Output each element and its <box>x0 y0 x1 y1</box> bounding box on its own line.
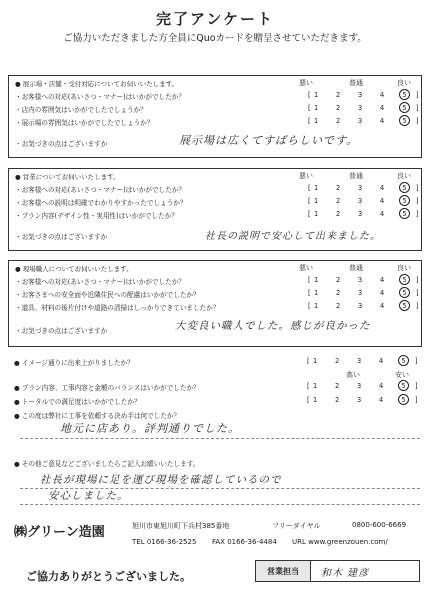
scale-label-good: 良い <box>397 172 411 180</box>
question-text: ● トータルでの満足度はいかがでしたか？ <box>14 398 141 406</box>
scale-label-normal: 普通 <box>349 79 363 87</box>
question-row <box>15 184 419 196</box>
bracket-close: ] <box>416 104 419 112</box>
rating-option[interactable]: 3 <box>358 104 363 112</box>
freedial-label: フリーダイヤル <box>272 522 321 530</box>
question-row <box>15 210 419 222</box>
comment-label: ・お気づきの点はございますか <box>15 140 108 148</box>
bracket-close: ] <box>415 357 418 365</box>
bracket-close: ] <box>415 382 418 390</box>
bracket-open: [ <box>308 117 311 125</box>
comment-label: ・お気づきの点はございますか <box>15 327 108 335</box>
comment-label: ・お気づきの点はございますか <box>15 233 108 241</box>
rating-option[interactable]: 2 <box>336 184 341 192</box>
question-row <box>14 382 424 394</box>
rating-option[interactable]: 5 <box>399 195 410 206</box>
rating-option[interactable]: 4 <box>380 210 385 218</box>
section-heading: ● 営業についてお伺いいたします。 <box>15 173 120 181</box>
rating-option[interactable]: 4 <box>379 382 384 390</box>
scale-label-high: 高い <box>346 371 360 379</box>
section-craftsmen <box>8 260 422 347</box>
bracket-open: [ <box>308 197 311 205</box>
scale-label-normal: 普通 <box>349 264 363 272</box>
rating-option[interactable]: 4 <box>379 357 384 365</box>
section-sales <box>8 168 422 251</box>
rating-option[interactable]: 5 <box>398 380 409 391</box>
page-title: 完了アンケート <box>155 10 275 28</box>
section-showroom <box>8 75 422 158</box>
rating-option[interactable]: 1 <box>314 91 319 99</box>
question-text: ● その他ご意見などございましたらご記入お願いいたします。 <box>14 460 200 468</box>
staff-label: 営業担当 <box>256 561 311 581</box>
question-text: ・展示場の雰囲気はいかがでしたでしょうか？ <box>15 119 154 127</box>
rating-option[interactable]: 5 <box>399 102 410 113</box>
scale-label-bad: 悪い <box>299 264 313 272</box>
scale-label-normal: 普通 <box>349 172 363 180</box>
rating-option[interactable]: 2 <box>336 117 341 125</box>
scale-label-bad: 悪い <box>299 79 313 87</box>
rating-option[interactable]: 1 <box>313 396 318 404</box>
bracket-close: ] <box>416 184 419 192</box>
rating-option[interactable]: 5 <box>398 394 409 405</box>
rating-option[interactable]: 1 <box>314 302 319 310</box>
scale-label-bad: 悪い <box>299 172 313 180</box>
company-logo: ㈱グリーン造園 <box>14 525 105 540</box>
bracket-open: [ <box>308 302 311 310</box>
rating-option[interactable]: 2 <box>335 382 340 390</box>
rating-option[interactable]: 5 <box>398 355 409 366</box>
rating-option[interactable]: 1 <box>314 197 319 205</box>
rating-option[interactable]: 5 <box>399 182 410 193</box>
company-tel: TEL 0166-36-2525 <box>132 538 197 546</box>
rating-option[interactable]: 2 <box>336 104 341 112</box>
rating-option[interactable]: 5 <box>399 89 410 100</box>
bracket-close: ] <box>416 276 419 284</box>
bracket-close: ] <box>416 210 419 218</box>
rating-option[interactable]: 3 <box>358 197 363 205</box>
rating-option[interactable]: 4 <box>380 117 385 125</box>
rating-option[interactable]: 1 <box>314 289 319 297</box>
comment-handwritten[interactable]: 社長の説明で安心して出来ました。 <box>205 231 381 242</box>
bracket-open: [ <box>308 276 311 284</box>
rating-option[interactable]: 3 <box>358 276 363 284</box>
question-text: ・お客様への対応(あいさつ・マナー)はいかがでしたか？ <box>15 93 185 101</box>
question-text: ・お客さまへの安全面や近隣住民への配慮はいかがでしたか？ <box>15 291 200 299</box>
question-row <box>15 117 419 129</box>
question-text: ・道具、材料の後片付けや道路の清掃はしっかりできていましたか？ <box>15 304 220 312</box>
rating-option[interactable]: 5 <box>399 115 410 126</box>
rating-option[interactable]: 5 <box>399 300 410 311</box>
bracket-open: [ <box>308 289 311 297</box>
rating-option[interactable]: 3 <box>358 289 363 297</box>
scale-label-good: 良い <box>397 79 411 87</box>
answer-line <box>20 504 420 505</box>
question-row <box>14 396 424 408</box>
thanks-message: ご協力ありがとうございました。 <box>26 570 191 583</box>
rating-option[interactable]: 3 <box>358 117 363 125</box>
rating-option[interactable]: 2 <box>336 276 341 284</box>
bracket-open: [ <box>308 210 311 218</box>
question-text: ・お客様への説明は明確でわかりやすかったでしょうか？ <box>15 199 187 207</box>
rating-option[interactable]: 2 <box>336 210 341 218</box>
rating-option[interactable]: 5 <box>399 274 410 285</box>
rating-option[interactable]: 1 <box>314 210 319 218</box>
comment-handwritten[interactable]: 展示場は広くてすばらしいです。 <box>179 134 359 147</box>
rating-option[interactable]: 3 <box>358 302 363 310</box>
rating-option[interactable]: 2 <box>336 289 341 297</box>
decision-answer-handwritten[interactable]: 地元に店あり。評判通りでした。 <box>60 422 240 435</box>
bracket-close: ] <box>415 396 418 404</box>
question-text: ● この度は弊社に工事を依頼する決め手は何でしたか？ <box>14 412 181 420</box>
rating-option[interactable]: 1 <box>314 104 319 112</box>
section-heading: ● 展示場・店舗・受付対応についてお伺いいたします。 <box>15 80 179 88</box>
question-text: ・店内の雰囲気はいかがでしたでしょうか？ <box>15 106 147 114</box>
question-text: ・お客様への対応(あいさつ・マナー)はいかがでしたか？ <box>15 186 185 194</box>
rating-option[interactable]: 5 <box>399 208 410 219</box>
rating-option[interactable]: 2 <box>335 357 340 365</box>
company-address: 旭川市東旭川町下兵村385番地 <box>132 522 230 530</box>
company-fax: FAX 0166-36-4484 <box>212 538 277 546</box>
rating-option[interactable]: 4 <box>380 289 385 297</box>
bracket-close: ] <box>416 197 419 205</box>
question-row <box>14 458 424 470</box>
freedial-number: 0800-600-6669 <box>352 521 407 529</box>
rating-option[interactable]: 3 <box>358 91 363 99</box>
bracket-open: [ <box>307 396 310 404</box>
rating-option[interactable]: 4 <box>380 276 385 284</box>
question-row <box>15 91 419 103</box>
rating-option[interactable]: 1 <box>313 382 318 390</box>
question-row <box>15 302 419 314</box>
rating-option[interactable]: 2 <box>335 396 340 404</box>
bracket-open: [ <box>307 357 310 365</box>
rating-option[interactable]: 1 <box>313 357 318 365</box>
rating-option[interactable]: 1 <box>314 276 319 284</box>
rating-option[interactable]: 3 <box>357 382 362 390</box>
question-row <box>15 276 419 288</box>
bracket-open: [ <box>308 91 311 99</box>
rating-option[interactable]: 1 <box>314 117 319 125</box>
sales-staff-box <box>255 560 420 582</box>
question-row <box>15 104 419 116</box>
section-heading: ● 現場職人についてお伺いいたします。 <box>15 265 133 273</box>
bracket-close: ] <box>416 302 419 310</box>
opinion-answer-line2[interactable]: 安心しました。 <box>48 490 129 502</box>
bracket-close: ] <box>416 117 419 125</box>
bracket-close: ] <box>416 91 419 99</box>
scale-label-good: 良い <box>397 264 411 272</box>
question-text: ・プラン内容(デザイン性・実用性)はいかがでしたか？ <box>15 212 178 220</box>
bracket-open: [ <box>308 104 311 112</box>
staff-name-handwritten[interactable]: 和木 建彦 <box>321 567 370 579</box>
rating-option[interactable]: 4 <box>380 91 385 99</box>
rating-option[interactable]: 2 <box>336 91 341 99</box>
bracket-open: [ <box>307 382 310 390</box>
rating-option[interactable]: 5 <box>399 287 410 298</box>
company-url[interactable]: URL www.greenzouen.com/ <box>292 538 388 546</box>
question-row <box>14 357 424 369</box>
bracket-close: ] <box>416 289 419 297</box>
comment-handwritten[interactable]: 大変良い職人でした。感じが良かった <box>175 320 371 332</box>
question-row <box>15 289 419 301</box>
rating-option[interactable]: 2 <box>336 302 341 310</box>
question-row <box>15 197 419 209</box>
scale-label-cheap: 安い <box>395 371 409 379</box>
rating-option[interactable]: 4 <box>380 104 385 112</box>
rating-option[interactable]: 1 <box>314 184 319 192</box>
rating-option[interactable]: 3 <box>358 184 363 192</box>
rating-option[interactable]: 4 <box>379 396 384 404</box>
rating-option[interactable]: 3 <box>357 357 362 365</box>
bracket-open: [ <box>308 184 311 192</box>
rating-option[interactable]: 4 <box>380 184 385 192</box>
question-text: ・お客様への対応(あいさつ・マナー)はいかがでしたか？ <box>15 278 185 286</box>
question-text: ● プラン内容、工事内容と金額のバランスはいかがでしたか？ <box>14 384 200 392</box>
rating-option[interactable]: 3 <box>358 210 363 218</box>
rating-option[interactable]: 4 <box>380 302 385 310</box>
rating-option[interactable]: 2 <box>336 197 341 205</box>
page-subtitle: ご協力いただきました方全員にQuoカードを贈呈させていただきます。 <box>63 33 367 44</box>
question-text: ● イメージ通りに出来上がりましたか？ <box>14 359 134 367</box>
opinion-answer-line1[interactable]: 社長が現場に足を運び現場を確認しているので <box>40 474 282 486</box>
rating-option[interactable]: 4 <box>380 197 385 205</box>
rating-option[interactable]: 3 <box>357 396 362 404</box>
answer-line <box>20 438 420 439</box>
